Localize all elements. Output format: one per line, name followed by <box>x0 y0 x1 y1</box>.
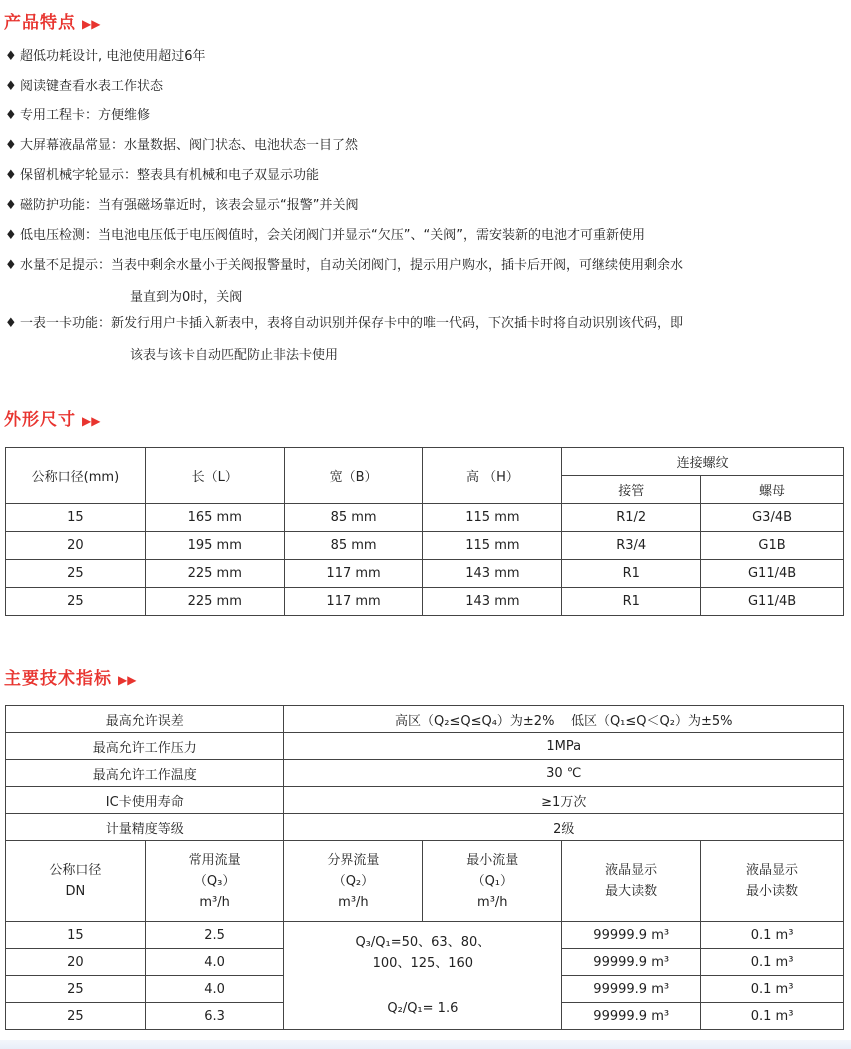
cell: 25 <box>6 560 146 588</box>
header-pipe: 接管 <box>562 476 701 504</box>
cell: R3/4 <box>562 532 701 560</box>
bullet-icon: ♦ <box>5 198 17 213</box>
cell: 4.0 <box>145 949 284 976</box>
features-title: 产品特点 ▶▶ <box>4 13 101 33</box>
table-row <box>6 560 844 588</box>
cell: G11/4B <box>701 588 844 616</box>
table-row <box>6 733 844 760</box>
bullet-icon: ♦ <box>5 228 17 243</box>
cell: 20 <box>6 532 146 560</box>
feature-item: ♦ 超低功耗设计, 电池使用超过6年 <box>5 47 206 67</box>
bullet-icon: ♦ <box>5 108 17 123</box>
header-dn: 公称口径(mm) <box>6 448 146 504</box>
bullet-icon: ♦ <box>5 316 17 331</box>
cell: 6.3 <box>145 1003 284 1030</box>
dimensions-title: 外形尺寸 ▶▶ <box>4 410 101 430</box>
header-q1: 最小流量 （Q₁） m³/h <box>423 841 562 922</box>
bullet-icon: ♦ <box>5 168 17 183</box>
cell: G11/4B <box>701 560 844 588</box>
cell: G1B <box>701 532 844 560</box>
spec-label: 最高允许误差 <box>6 706 284 733</box>
header-q3: 常用流量 （Q₃） m³/h <box>145 841 284 922</box>
cell: 0.1 m³ <box>701 922 844 949</box>
spec-label: 最高允许工作压力 <box>6 733 284 760</box>
feature-item: ♦ 水量不足提示：当表中剩余水量小于关阀报警量时，自动关闭阀门，提示用户购水，插卡后开阀，可继续使用剩余水 <box>5 256 683 276</box>
cell: 195 mm <box>145 532 284 560</box>
cell: 15 <box>6 504 146 532</box>
feature-item-continuation: 量直到为0时，关阀 <box>130 290 243 305</box>
spec-label: 计量精度等级 <box>6 814 284 841</box>
cell: 115 mm <box>423 532 562 560</box>
cell: 99999.9 m³ <box>562 922 701 949</box>
arrow-right-icon: ▶▶ <box>82 17 101 31</box>
cell: 143 mm <box>423 588 562 616</box>
cell: 20 <box>6 949 146 976</box>
header-dn: 公称口径 DN <box>6 841 146 922</box>
table-row <box>6 922 844 949</box>
table-row <box>6 706 844 733</box>
feature-item: ♦ 专用工程卡：方便维修 <box>5 106 150 126</box>
dimensions-table <box>5 447 844 616</box>
cell: 25 <box>6 976 146 1003</box>
spec-value: 30 ℃ <box>284 760 844 787</box>
bullet-icon: ♦ <box>5 258 17 273</box>
cell: G3/4B <box>701 504 844 532</box>
cell: 4.0 <box>145 976 284 1003</box>
cell: 0.1 m³ <box>701 1003 844 1030</box>
spec-value: 1MPa <box>284 733 844 760</box>
table-row <box>6 504 844 532</box>
table-row <box>6 787 844 814</box>
cell: R1 <box>562 560 701 588</box>
feature-item: ♦ 低电压检测：当电池电压低于电压阀值时，会关闭阀门并显示“欠压”、“关阀”，需安装新的电池才可重新使用 <box>5 226 645 246</box>
cell: 225 mm <box>145 588 284 616</box>
cell: 117 mm <box>284 588 423 616</box>
spec-value: ≥1万次 <box>284 787 844 814</box>
bullet-icon: ♦ <box>5 49 17 64</box>
spec-value: 高区（Q₂≤Q≤Q₄）为±2% 低区（Q₁≤Q＜Q₂）为±5% <box>284 706 844 733</box>
specs-table <box>5 705 844 1030</box>
cell: 99999.9 m³ <box>562 1003 701 1030</box>
flow-header-row <box>6 841 844 922</box>
feature-item: ♦ 磁防护功能：当有强磁场靠近时，该表会显示“报警”并关阀 <box>5 196 358 216</box>
table-row <box>6 588 844 616</box>
cell: 85 mm <box>284 532 423 560</box>
cell: 85 mm <box>284 504 423 532</box>
feature-item: ♦ 保留机械字轮显示：整表具有机械和电子双显示功能 <box>5 166 319 186</box>
feature-item: ♦ 阅读键查看水表工作状态 <box>5 77 163 97</box>
bullet-icon: ♦ <box>5 138 17 153</box>
cell: R1/2 <box>562 504 701 532</box>
specs-title: 主要技术指标 ▶▶ <box>4 669 137 689</box>
table-row <box>6 760 844 787</box>
bullet-icon: ♦ <box>5 79 17 94</box>
header-nut: 螺母 <box>701 476 844 504</box>
cell: 143 mm <box>423 560 562 588</box>
cell: R1 <box>562 588 701 616</box>
feature-item: ♦ 一表一卡功能：新发行用户卡插入新表中，表将自动识别并保存卡中的唯一代码，下次插卡时将自动识别该代码，即 <box>5 314 683 334</box>
header-lcd-min: 液晶显示 最小读数 <box>701 841 844 922</box>
cell: 0.1 m³ <box>701 976 844 1003</box>
cell: 165 mm <box>145 504 284 532</box>
cell: 25 <box>6 1003 146 1030</box>
feature-item-continuation: 该表与该卡自动匹配防止非法卡使用 <box>130 348 339 363</box>
arrow-right-icon: ▶▶ <box>82 414 101 428</box>
cell: 15 <box>6 922 146 949</box>
feature-item: ♦ 大屏幕液晶常显：水量数据、阀门状态、电池状态一目了然 <box>5 136 358 156</box>
header-length: 长（L） <box>145 448 284 504</box>
spec-label: 最高允许工作温度 <box>6 760 284 787</box>
cell: 2.5 <box>145 922 284 949</box>
header-height: 高 （H） <box>423 448 562 504</box>
header-q2: 分界流量 （Q₂） m³/h <box>284 841 423 922</box>
table-row <box>6 532 844 560</box>
cell: 0.1 m³ <box>701 949 844 976</box>
header-lcd-max: 液晶显示 最大读数 <box>562 841 701 922</box>
table-row <box>6 814 844 841</box>
spec-value: 2级 <box>284 814 844 841</box>
cell: 25 <box>6 588 146 616</box>
cell: 115 mm <box>423 504 562 532</box>
arrow-right-icon: ▶▶ <box>118 673 137 687</box>
header-width: 宽（B） <box>284 448 423 504</box>
ratio-cell: Q₃/Q₁=50、63、80、 100、125、160 Q₂/Q₁= 1.6 <box>284 922 562 1030</box>
header-thread: 连接螺纹 <box>562 448 844 476</box>
spec-label: IC卡使用寿命 <box>6 787 284 814</box>
cell: 99999.9 m³ <box>562 976 701 1003</box>
cell: 99999.9 m³ <box>562 949 701 976</box>
cell: 225 mm <box>145 560 284 588</box>
cell: 117 mm <box>284 560 423 588</box>
footer-band <box>0 1040 851 1049</box>
